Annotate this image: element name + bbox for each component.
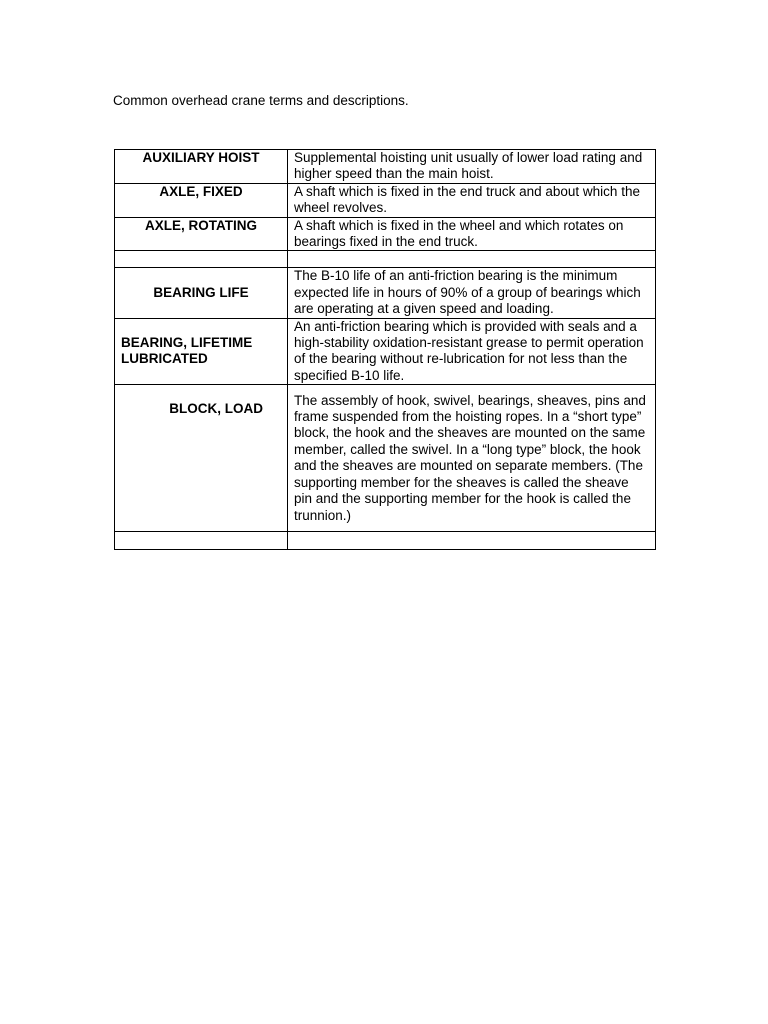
- table-row: [115, 532, 656, 550]
- term-cell: AUXILIARY HOIST: [115, 150, 288, 184]
- term-cell: [115, 251, 288, 268]
- description-cell: [288, 532, 656, 550]
- intro-text: Common overhead crane terms and descriptions.: [113, 93, 409, 108]
- description-cell: The assembly of hook, swivel, bearings, sheaves, pins and frame suspended from the hoisting ropes. In a “short type” block, the hook and the sheaves are mounted on the same member, called the swivel. In a “long type” block, the hook and the sheaves are mounted on separate members. (The supporting member for the sheaves is called the sheave pin and the supporting member for the hook is called the trunnion.): [288, 385, 656, 532]
- description-cell: The B-10 life of an anti-friction bearing is the minimum expected life in hours of 90% of a group of bearings which are operating at a given speed and loading.: [288, 268, 656, 318]
- term-cell: [115, 532, 288, 550]
- term-cell: AXLE, ROTATING: [115, 217, 288, 251]
- table-row: [115, 385, 656, 532]
- term-cell: BLOCK, LOAD: [115, 385, 288, 532]
- term-cell: BEARING LIFE: [115, 268, 288, 318]
- description-cell: A shaft which is fixed in the wheel and which rotates on bearings fixed in the end truck.: [288, 217, 656, 251]
- terms-table: [114, 149, 656, 550]
- term-cell: AXLE, FIXED: [115, 183, 288, 217]
- description-cell: A shaft which is fixed in the end truck and about which the wheel revolves.: [288, 183, 656, 217]
- table-row: [115, 251, 656, 268]
- table-row: [115, 150, 656, 184]
- description-cell: An anti-friction bearing which is provided with seals and a high-stability oxidation-resistant grease to permit operation of the bearing without re-lubrication for not less than the specified B-10 life.: [288, 318, 656, 385]
- description-cell: [288, 251, 656, 268]
- table-row: [115, 217, 656, 251]
- term-cell: BEARING, LIFETIME LUBRICATED: [115, 318, 288, 385]
- description-cell: Supplemental hoisting unit usually of lower load rating and higher speed than the main hoist.: [288, 150, 656, 184]
- table-row: [115, 318, 656, 385]
- table-row: [115, 183, 656, 217]
- table-row: [115, 268, 656, 318]
